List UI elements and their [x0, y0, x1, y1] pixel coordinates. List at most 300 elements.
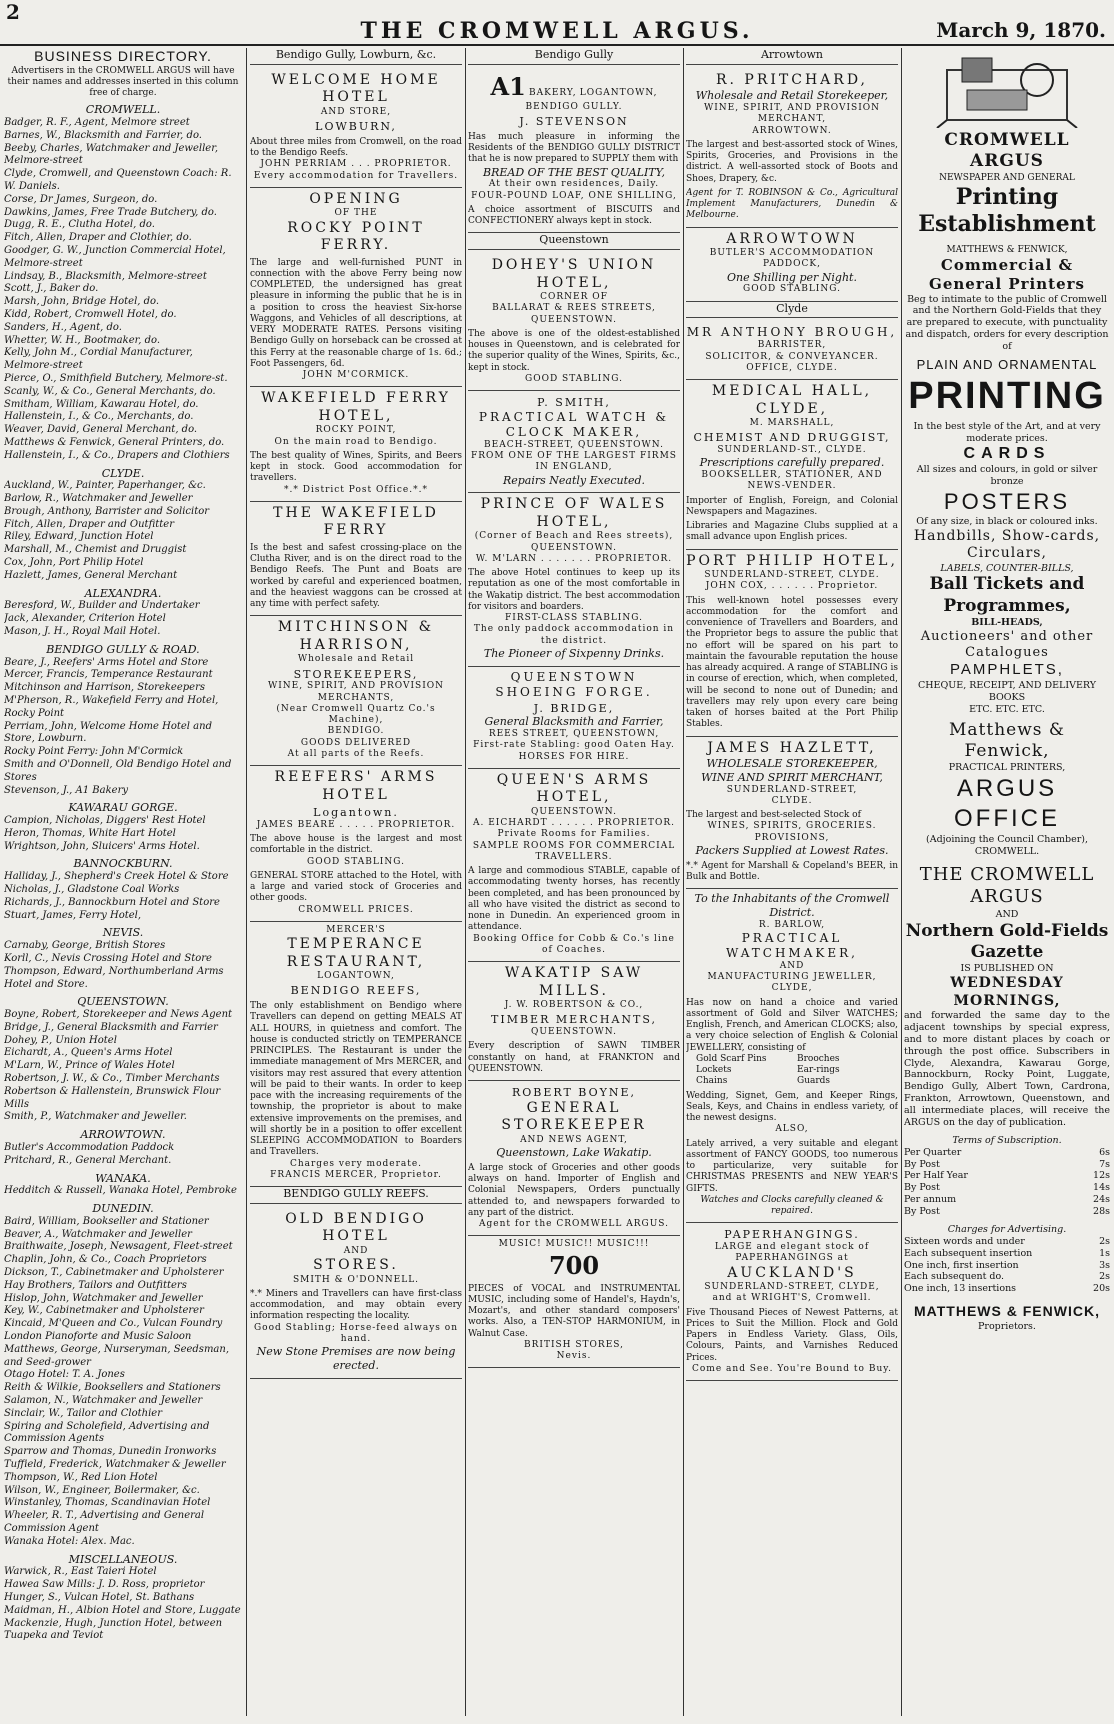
paper-title: THE CROMWELL ARGUS.: [360, 18, 754, 44]
ad-place: SUNDERLAND-STREET,: [726, 784, 858, 795]
directory-entry: Reith & Wilkie, Booksellers and Stationers: [4, 1382, 221, 1394]
ad-agent: *.* Agent for Marshall & Copeland's BEER, in Bulk and Bottle.: [686, 860, 898, 882]
directory-entry: Weaver, David, General Merchant, do.: [4, 424, 198, 436]
ad-goods: GOODS DELIVERED: [300, 737, 412, 748]
ad-prince-of-wales-hotel: [468, 493, 680, 666]
terms-row: [904, 1170, 1110, 1182]
published-on: IS PUBLISHED ON: [960, 963, 1054, 975]
directory-town-heading: ARROWTOWN.: [80, 1128, 166, 1142]
owners: MATTHEWS & FENWICK,: [946, 244, 1068, 255]
directory-entry: Tuffield, Frederick, Watchmaker & Jeweller: [4, 1459, 226, 1471]
ad-town: QUEENSTOWN.: [531, 806, 617, 817]
pamphlets: PAMPHLETS,: [950, 661, 1064, 679]
directory-entry: Mercer, Francis, Temperance Restaurant: [4, 669, 213, 681]
terms-row: [904, 1147, 1110, 1159]
ad-r-barlow: [686, 889, 898, 1223]
ad-place: (Near Cromwell Quartz Co.'s Machine),: [276, 703, 436, 725]
ad-reefers-arms-hotel: [250, 766, 462, 922]
ad-place: Queenstown, Lake Wakatip.: [496, 1146, 652, 1159]
ad-rocky-point-ferry: [250, 188, 462, 388]
directory-entry: Hazlett, James, General Merchant: [4, 569, 178, 581]
directory-entry: Robertson & Hallenstein, Brunswick Flour Mills: [4, 1085, 221, 1110]
terms-row: [904, 1194, 1110, 1206]
directory-entry: Barlow, R., Watchmaker and Jeweller: [4, 493, 193, 505]
ad-title: MR ANTHONY BROUGH,: [686, 325, 898, 340]
ad-subtitle: Wholesale and Retail: [297, 654, 415, 665]
directory-entry: Hunger, S., Vulcan Hotel, St. Bathans: [4, 1591, 195, 1603]
ad-name: M. MARSHALL,: [749, 418, 835, 428]
ad-title: JAMES HAZLETT,: [707, 739, 877, 756]
ad-body: Has much pleasure in informing the Residents of the BENDIGO GULLY DISTRICT that he is now prepared to SUPPLY them with: [468, 131, 680, 165]
directory-entry: Wheeler, R. T., Advertising and General Commission Agent: [4, 1510, 205, 1534]
ad-title: THE WAKEFIELD FERRY: [273, 504, 439, 539]
ad-name: ROBERT BOYNE,: [511, 1086, 637, 1099]
ad-loaf: FOUR-POUND LOAF, ONE SHILLING,: [471, 190, 677, 201]
ad-pritchard: [686, 69, 898, 228]
ad-stable: GOOD STABLING.: [525, 373, 623, 384]
ad-medical-hall: [686, 380, 898, 550]
ad-title: GENERAL STOREKEEPER: [501, 1099, 647, 1134]
directory-intro: Advertisers in the CROMWELL ARGUS will have their names and addresses inserted in this column free of charge.: [7, 65, 239, 98]
directory-entry: Matthews & Fenwick, General Printers, do.: [4, 436, 225, 448]
ad-rooms: Private Rooms for Families.: [497, 829, 651, 840]
ad-place: LOGANTOWN,: [317, 971, 395, 981]
ad-body: *.* Miners and Travellers can have first-class accommodation, and may obtain every information respecting the locality.: [250, 1288, 462, 1322]
directory-entry: Eichardt, A., Queen's Arms Hotel: [4, 1047, 173, 1059]
ad-title: OPENING: [309, 190, 403, 207]
directory-entry: Wrightson, John, Sluicers' Arms Hotel.: [4, 840, 200, 852]
ad-body: About three miles from Cromwell, on the road to the Bendigo Reefs.: [250, 136, 462, 158]
ad-title: TEMPERANCE RESTAURANT,: [286, 936, 426, 970]
column-rule: [683, 48, 684, 1716]
directory-entry: Thompson, W., Red Lion Hotel: [4, 1471, 158, 1483]
footer-owners: MATTHEWS & FENWICK,: [914, 1303, 1100, 1320]
directory-title: BUSINESS DIRECTORY.: [34, 48, 212, 64]
ad-town: ARROWTOWN.: [752, 125, 832, 136]
directory-entry: Lindsay, B., Blacksmith, Melmore-street: [4, 270, 207, 282]
ad-title: R. PRITCHARD,: [715, 71, 869, 88]
ad-title: WAKATIP SAW MILLS.: [504, 965, 644, 999]
ad-from: FROM ONE OF THE LARGEST FIRMS IN ENGLAND,: [471, 451, 677, 473]
ad-line: WINE AND SPIRIT MERCHANT,: [701, 770, 883, 784]
ad-title: PRINCE OF WALES HOTEL,: [480, 496, 668, 530]
charges-row-label: Each subsequent do.: [904, 1271, 1005, 1283]
directory-town-heading: DUNEDIN.: [92, 1202, 154, 1216]
ad-also: ALSO,: [775, 1124, 809, 1135]
ad-place: LOGANTOWN,: [579, 87, 658, 98]
ad-p-smith-watchmaker: [468, 391, 680, 493]
directory-entry: Rocky Point Ferry: John M'Cormick: [4, 746, 184, 758]
ad-trade: Wholesale and Retail Storekeeper,: [695, 89, 889, 103]
location-heading: Bendigo Gully, Lowburn, &c.: [250, 48, 462, 65]
directory-entry: Perriam, John, Welcome Home Hotel and Store, Lowburn.: [4, 720, 212, 745]
directory-entry: Bridge, J., General Blacksmith and Farrier: [4, 1021, 218, 1033]
ad-body: Importer of English, Foreign, and Colonial Newspapers and Magazines.: [686, 495, 898, 517]
ad-name: J. W. ROBERTSON & CO.,: [504, 1000, 644, 1010]
directory-entry: Scanly, W., & Co., General Merchants, do.: [4, 385, 216, 397]
ad-and: AND: [779, 960, 805, 971]
ad-footer: Watches and Clocks carefully cleaned & repaired.: [700, 1194, 884, 1216]
directory-town-heading: CROMWELL.: [85, 103, 161, 117]
argus-name: CROMWELL ARGUS: [944, 130, 1070, 172]
jewellery-item: Ear-rings: [797, 1065, 840, 1075]
directory-entry: Braithwaite, Joseph, Newsagent, Fleet-street: [4, 1241, 233, 1253]
cheque-books: CHEQUE, RECEIPT, AND DELIVERY BOOKS: [917, 680, 1097, 703]
printers-kind: Commercial & General Printers: [929, 256, 1085, 293]
directory-entry: Pierce, O., Smithfield Butchery, Melmore-st.: [4, 372, 228, 384]
directory-entry: Fitch, Allen, Draper and Clothier, do.: [4, 232, 192, 244]
ad-pioneer: The Pioneer of Sixpenny Drinks.: [483, 646, 665, 660]
posters-body: Of any size, in black or coloured inks.: [916, 515, 1098, 527]
ad-hire: HORSES FOR HIRE.: [518, 751, 630, 762]
ad-books: BOOKSELLER, STATIONER, AND NEWS-VENDER.: [701, 470, 883, 492]
directory-entry: Riley, Edward, Junction Hotel: [4, 531, 154, 543]
ad-title: MEDICAL HALL, CLYDE,: [711, 383, 873, 417]
cards-heading: CARDS: [963, 445, 1051, 463]
ad-wakatip-saw-mills: [468, 962, 680, 1081]
directory-town-heading: BENDIGO GULLY & ROAD.: [46, 642, 200, 656]
ad-title: OLD BENDIGO HOTEL: [285, 1210, 427, 1245]
ad-place: SUNDERLAND-STREET, CLYDE.: [704, 570, 880, 580]
directory-entry: Robertson, J. W., & Co., Timber Merchants: [4, 1073, 220, 1085]
directory-entry: Kelly, John M., Cordial Manufacturer, Melmore-street: [4, 347, 193, 372]
directory-entry: Kincaid, M'Queen and Co., Vulcan Foundry: [4, 1318, 223, 1330]
charges-row: [904, 1283, 1110, 1295]
directory-entry: Spiring and Scholefield, Advertising and Commission Agents: [4, 1420, 210, 1445]
directory-entry: Richards, J., Bannockburn Hotel and Store: [4, 896, 220, 908]
directory-entry: M'Pherson, R., Wakefield Ferry and Hotel, Rocky Point: [4, 694, 219, 719]
terms-heading: Terms of Subscription.: [952, 1134, 1062, 1146]
terms-row-value: 12s: [1093, 1170, 1110, 1182]
directory-entry: Mitchinson and Harrison, Storekeepers: [4, 682, 205, 694]
ad-name: J. STEVENSON: [519, 115, 629, 128]
directory-entry: Thompson, Edward, Northumberland Arms Hotel and Store.: [4, 965, 224, 990]
ad-place: LOWBURN,: [315, 120, 397, 133]
charges-row: [904, 1271, 1110, 1283]
ad-kind: TIMBER MERCHANTS,: [491, 1013, 657, 1027]
charges-row: [904, 1260, 1110, 1272]
ad-line: WINE, SPIRIT, AND PROVISION MERCHANTS,: [267, 681, 444, 703]
handbills: Handbills, Show-cards, Circulars,: [913, 527, 1101, 561]
ad-place: BENDIGO REEFS,: [290, 984, 422, 998]
ad-note: New Stone Premises are now being erected.: [256, 1345, 456, 1372]
ad-title: MUSIC! MUSIC!! MUSIC!!!: [498, 1239, 650, 1250]
ad-list: WINES, SPIRITS, GROCERIES. PROVISIONS,: [707, 821, 877, 843]
publication-day: WEDNESDAY MORNINGS,: [950, 975, 1064, 1009]
directory-entry: London Pianoforte and Music Saloon: [4, 1331, 192, 1343]
ad-town: BENDIGO.: [327, 726, 385, 737]
ad-body: Five Thousand Pieces of Newest Patterns, at Prices to Suit the Million. Flock and Gold Papers in Endless Variety. Glass, Oils, Colours, Paints, and Varnishes Reduced Prices.: [686, 1307, 898, 1363]
ad-mitchinson-harrison: [250, 616, 462, 766]
ad-proprietor: A. EICHARDT . . . . . . PROPRIETOR.: [473, 818, 675, 828]
directory-entry: Dawkins, James, Free Trade Butchery, do.: [4, 206, 217, 218]
matthews-fenwick: Matthews & Fenwick,: [948, 719, 1066, 761]
ad-town: QUEENSTOWN.: [531, 542, 617, 553]
ad-bread: BREAD OF THE BEST QUALITY,: [483, 165, 665, 179]
ad-subtitle: LARGE and elegant stock of PAPERHANGINGS at: [714, 1242, 870, 1264]
ad-title: DOHEY'S UNION HOTEL,: [491, 257, 657, 291]
ad-body: Libraries and Magazine Clubs supplied at a small advance upon English prices.: [686, 521, 898, 543]
directory-entry: Smith and O'Donnell, Old Bendigo Hotel and Stores: [4, 758, 232, 783]
ad-shop: AUCKLAND'S: [727, 1264, 857, 1281]
directory-entry: Cox, John, Port Philip Hotel: [4, 557, 144, 569]
ad-body: The largest and best-assorted stock of Wines, Spirits, Groceries, and Provisions in the district. A well-assorted stock of Boots and Shoes, Drapery, &c.: [686, 139, 898, 184]
ad-and: and at WRIGHT'S, Cromwell.: [712, 1293, 872, 1304]
ad-repairs: Repairs Neatly Executed.: [502, 473, 646, 487]
ad-body: This well-known hotel possesses every accommodation for the comfort and convenience of Travellers and Boarders, and the Proprietor begs to assure the public that no effort will be spared on his part to maintain the favourable reputation the house has already acquired. A range of STABLING is in course of erection, which, when completed, will be second to none out of Dunedin; and travellers may rely upon every care being taken of horses baited at the Port Philip Stables.: [686, 595, 898, 730]
terms-row: [904, 1159, 1110, 1171]
paper-name: THE CROMWELL ARGUS: [919, 863, 1095, 908]
column-rule: [246, 48, 247, 1716]
ad-subtitle: ROCKY POINT,: [315, 425, 397, 436]
directory-entry: Brough, Anthony, Barrister and Solicitor: [4, 505, 210, 517]
ad-arrowtown-paddock: [686, 228, 898, 302]
ad-body: Lately arrived, a very suitable and elegant assortment of FANCY GOODS, too numerous to particularize, very suitable for CHRISTMAS PRESENTS and NEW YEAR'S GIFTS.: [686, 1138, 898, 1194]
charges-row-value: 3s: [1099, 1259, 1110, 1271]
ad-place: Nevis.: [556, 1351, 592, 1361]
ad-footer: Come and See. You're Bound to Buy.: [692, 1363, 892, 1374]
terms-row-value: 24s: [1093, 1194, 1110, 1206]
ad-store: BRITISH STORES,: [524, 1339, 624, 1350]
directory-entry: Marsh, John, Bridge Hotel, do.: [4, 296, 160, 308]
ad-body: The above Hotel continues to keep up its reputation as one of the most comfortable in the Wakatip district. The best accommodation for visitors and boarders.: [468, 568, 680, 612]
ad-james-hazlett: [686, 737, 898, 890]
ad-body: The large and well-furnished PUNT in connection with the above Ferry being now COMPLETED, the undersigned has great pleasure in informing the public that he is in a position to cross the heaviest Six-horse Waggons, and Vehicles of all descriptions, at VERY MODERATE RATES. Persons visiting Bendigo Gully on horseback can be crossed at this Ferry at the reasonable charge of 1s. 6d.; Foot Passengers, 6d.: [250, 257, 462, 369]
printing-style: In the best style of the Art, and at very moderate prices.: [913, 420, 1101, 444]
ad-proprietor: JAMES BEARE . . . . . PROPRIETOR.: [256, 819, 456, 830]
ad-stable: GOOD STABLING.: [743, 284, 841, 295]
directory-entry: Nicholas, J., Gladstone Coal Works: [4, 883, 180, 895]
ad-rx: Prescriptions carefully prepared.: [699, 456, 885, 470]
ad-footer: Every accommodation for Travellers.: [253, 170, 459, 181]
ad-body: PIECES of VOCAL and INSTRUMENTAL MUSIC, including some of Handel's, Haydn's, Mozart's, and other standard composers' works. Also, a TEN-STOP HARMONIUM, in Walnut Case.: [468, 1283, 680, 1339]
ad-footer: *.* District Post Office.*.*: [284, 484, 428, 495]
charges-row-label: Each subsequent insertion: [904, 1247, 1033, 1259]
directory-entry: Mackenzie, Hugh, Junction Hotel, between Tuapeka and Teviot: [4, 1617, 223, 1642]
column-2: [250, 48, 462, 1716]
ad-owners: SMITH & O'DONNELL.: [292, 1274, 420, 1285]
ad-subtitle: AND NEWS AGENT,: [520, 1134, 628, 1145]
terms-row-label: By Post: [904, 1182, 940, 1194]
masthead: [0, 0, 1114, 46]
location-heading: Clyde: [686, 302, 898, 319]
ad-proprietor: JOHN PERRIAM . . . PROPRIETOR.: [260, 159, 452, 170]
ad-welcome-home-hotel: [250, 69, 462, 188]
directory-entry: Boyne, Robert, Storekeeper and News Agent: [4, 1009, 233, 1021]
ad-place: BEACH-STREET, QUEENSTOWN.: [484, 439, 664, 450]
directory-town-heading: QUEENSTOWN.: [77, 995, 169, 1009]
charges-heading: Charges for Advertising.: [947, 1223, 1067, 1235]
ad-agent: Agent for the CROMWELL ARGUS.: [478, 1219, 670, 1229]
directory-entry: Heron, Thomas, White Hart Hotel: [4, 827, 176, 839]
directory-entry: Key, W., Cabinetmaker and Upholsterer: [4, 1305, 204, 1317]
ad-body: The above house is the largest and most comfortable in the district.: [250, 834, 462, 856]
ad-trade: MANUFACTURING JEWELLER,: [707, 972, 877, 982]
ad-a1-bakery: [468, 69, 680, 234]
ad-charges: Charges very moderate.: [289, 1158, 423, 1169]
directory-entry: Matthews, George, Nurseryman, Seedsman, and Seed-grower: [4, 1343, 230, 1368]
charges-row: [904, 1248, 1110, 1260]
ad-town: QUEENSTOWN.: [531, 314, 617, 325]
practical-printers: PRACTICAL PRINTERS,: [948, 762, 1066, 774]
terms-row-value: 7s: [1099, 1158, 1110, 1170]
directory-entry: Wanaka Hotel: Alex. Mac.: [4, 1535, 135, 1547]
ad-temperance-restaurant: [250, 922, 462, 1187]
ad-footer: CROMWELL PRICES.: [298, 904, 414, 915]
ad-proprietor: W. M'LARN . . . . . . . PROPRIETOR.: [475, 553, 673, 564]
directory-entry: Carnaby, George, British Stores: [4, 940, 166, 952]
printing-press-illustration: [927, 50, 1087, 128]
ad-streets: BALLARAT & REES STREETS,: [492, 303, 656, 314]
ad-body: The only establishment on Bendigo where Travellers can depend on getting MEALS AT ALL HOURS, in quietness and comfort. The house is conducted strictly on TEMPERANCE PRINCIPLES. The Restaurant is under the immediate management of Mrs MERCER, and visitors may rest assured that every attention will be paid to their wants. In order to keep pace with the increasing requirements of the township, the proprietor is about to make extensive improvements on the premises, and will shortly be in a position to offer excellent SLEEPING ACCOMMODATION to Boarders and Travellers.: [250, 1001, 462, 1158]
directory-entry: Kidd, Robert, Cromwell Hotel, do.: [4, 308, 177, 320]
ad-stable: GOOD STABLING.: [307, 856, 405, 867]
ad-queens-arms-hotel: [468, 769, 680, 962]
location-heading: Arrowtown: [686, 48, 898, 65]
ad-office: OFFICE, CLYDE.: [746, 362, 838, 373]
directory-entry: Winstanley, Thomas, Scandinavian Hotel: [4, 1497, 211, 1509]
ad-proprietor: JOHN COX, . . . . . . Proprietor.: [705, 581, 879, 592]
ad-subtitle: On the main road to Bendigo.: [274, 436, 438, 447]
ad-footer: Good Stabling; Horse-feed always on hand.: [253, 1322, 459, 1344]
directory-entry: Hedditch & Russell, Wanaka Hotel, Pembroke: [4, 1185, 237, 1197]
directory-entry: Maidman, H., Albion Hotel and Store, Luggate: [4, 1604, 241, 1616]
directory-town-heading: NEVIS.: [102, 926, 144, 940]
ad-agent: Agent for T. ROBINSON & Co., Agricultural Implement Manufacturers, Dunedin & Melbourne.: [686, 187, 898, 221]
terms-row-label: Per Half Year: [904, 1170, 968, 1182]
directory-entry: Corse, Dr James, Surgeon, do.: [4, 193, 158, 205]
ad-word: BAKERY,: [529, 87, 577, 98]
ad-title: ARROWTOWN: [726, 230, 858, 247]
directory-entry: Smitham, William, Kawarau Hotel, do.: [4, 398, 199, 410]
directory-entry: Campion, Nicholas, Diggers' Rest Hotel: [4, 815, 206, 827]
ad-name: J. BRIDGE,: [533, 701, 615, 715]
ad-role: SOLICITOR, & CONVEYANCER.: [705, 351, 879, 362]
ad-trade: CHEMIST AND DRUGGIST,: [693, 431, 891, 445]
terms-row: [904, 1182, 1110, 1194]
terms-row-value: 6s: [1099, 1146, 1110, 1158]
ad-title: PAPERHANGINGS.: [724, 1228, 860, 1242]
directory-entry: Hallenstein, I., & Co., Drapers and Clothiers: [4, 449, 230, 461]
column-rule: [465, 48, 466, 1716]
directory-town-heading: BANNOCKBURN.: [73, 857, 173, 871]
directory-entry: Stuart, James, Ferry Hotel,: [4, 909, 142, 921]
posters-heading: POSTERS: [943, 489, 1071, 515]
ad-title: PRACTICAL WATCHMAKER,: [726, 930, 858, 960]
ad-stable: FIRST-CLASS STABLING.: [505, 613, 643, 623]
directory-entry: Goodger, G. W., Junction Commercial Hotel, Melmore-street: [4, 244, 226, 269]
printers-body: Beg to intimate to the public of Cromwell and the Northern Gold-Fields that they are prepared to execute, with punctuality and dispatch, orders for every description of: [905, 293, 1109, 352]
ad-price: One Shilling per Night.: [727, 270, 857, 284]
printing-heading: PRINTING: [908, 375, 1106, 418]
ad-daily: At their own residences, Daily.: [488, 179, 660, 190]
ad-body: The best quality of Wines, Spirits, and Beers kept in stock. Good accommodation for travellers.: [250, 450, 462, 484]
directory-entry: Badger, R. F., Agent, Melmore street: [4, 117, 190, 128]
ad-signature: FRANCIS MERCER, Proprietor.: [270, 1169, 442, 1180]
ad-packers: Packers Supplied at Lowest Rates.: [695, 843, 889, 857]
ad-a1: A1: [490, 71, 526, 101]
ad-goods: At all parts of the Reefs.: [287, 748, 425, 759]
ad-place: SUNDERLAND-STREET, CLYDE,: [704, 1282, 880, 1292]
directory-entry: Stevenson, J., A1 Bakery: [4, 784, 128, 796]
ad-title: ROCKY POINT FERRY.: [287, 219, 425, 253]
terms-row: [904, 1206, 1110, 1218]
ad-robert-boyne: [468, 1081, 680, 1236]
ad-title: REEFERS' ARMS HOTEL: [274, 769, 438, 803]
ad-title: MITCHINSON & HARRISON,: [277, 619, 435, 653]
directory-entry: Hay Brothers, Tailors and Outfitters: [4, 1279, 187, 1291]
ad-town: CLYDE.: [771, 795, 813, 806]
directory-entry: Beaver, A., Watchmaker and Jeweller: [4, 1228, 192, 1240]
printing-establishment: Printing Establishment: [918, 183, 1096, 238]
charges-row-label: Sixteen words and under: [904, 1235, 1025, 1247]
directory-entry: Scott, J., Baker do.: [4, 283, 99, 295]
ad-body: GENERAL STORE attached to the Hotel, with a large and varied stock of Groceries and other goods.: [250, 870, 462, 904]
charges-row-value: 1s: [1099, 1247, 1110, 1259]
jewellery-item: Gold Scarf Pins: [696, 1053, 767, 1064]
column-3: [468, 48, 680, 1716]
ad-signature: JOHN M'CORMICK.: [302, 370, 410, 380]
ad-trade: General Blacksmith and Farrier,: [484, 715, 664, 729]
subscription-terms: [904, 1147, 1110, 1218]
directory-entry: Wilson, W., Engineer, Boilermaker, &c.: [4, 1484, 200, 1496]
jewellery-list: [686, 1054, 898, 1088]
directory-town-heading: ALEXANDRA.: [84, 586, 162, 600]
ad-body: A large stock of Groceries and other goods always on hand. Importer of English and Colonial Newspapers, Orders punctually attended to, and newspapers forwarded to any part of the district.: [468, 1162, 680, 1218]
directory-entry: Baird, William, Bookseller and Stationer: [4, 1215, 209, 1227]
terms-row-label: By Post: [904, 1158, 940, 1170]
issue-date: March 9, 1870.: [936, 18, 1106, 42]
ad-sample: SAMPLE ROOMS FOR COMMERCIAL TRAVELLERS.: [472, 840, 676, 862]
ad-body: Wedding, Signet, Gem, and Keeper Rings, Seals, Keys, and Chains in endless variety, of the newest designs.: [686, 1090, 898, 1123]
ad-title: STORES.: [313, 1257, 399, 1273]
directory-entry: Barnes, W., Blacksmith and Farrier, do.: [4, 129, 202, 141]
ad-role: BARRISTER,: [757, 340, 827, 351]
ad-stable: First-rate Stabling: good Oaten Hay.: [473, 740, 675, 751]
ad-number: 700: [548, 1250, 600, 1280]
terms-row-value: 28s: [1093, 1206, 1110, 1217]
office-address: (Adjoining the Council Chamber),: [926, 834, 1088, 845]
directory-entry: Chaplin, John, & Co., Coach Proprietors: [4, 1254, 207, 1266]
directory-town-heading: WANAKA.: [95, 1171, 151, 1185]
ad-place: Logantown.: [313, 806, 399, 819]
ad-doheys-union-hotel: [468, 254, 680, 391]
directory-entry: Beare, J., Reefers' Arms Hotel and Store: [4, 656, 209, 668]
directory-entry: Pritchard, R., General Merchant.: [4, 1154, 172, 1166]
location-heading: Bendigo Gully: [468, 48, 680, 65]
directory-entry: Jack, Alexander, Criterion Hotel: [4, 613, 166, 625]
business-directory: [4, 48, 242, 1716]
terms-row-label: By Post: [904, 1206, 940, 1217]
ad-body: Is the best and safest crossing-place on the Clutha River, and is on the direct road to the Bendigo Reefs. The Punt and Boats are worked by careful and experienced boatmen, and the heaviest waggons can be crossed at any time with perfect safety.: [250, 542, 462, 609]
ad-subtitle: AND STORE,: [320, 106, 392, 117]
ad-title: PORT PHILIP HOTEL,: [686, 552, 898, 569]
directory-entry: M'Larn, W., Prince of Wales Hotel: [4, 1060, 175, 1072]
etc: ETC. ETC. ETC.: [969, 703, 1045, 715]
ad-town: CLYDE,: [771, 983, 813, 994]
ad-title: QUEENSTOWN SHOEING FORGE.: [495, 669, 653, 699]
labels: LABELS, COUNTER-BILLS,: [940, 562, 1074, 574]
argus-office: ARGUS OFFICE: [954, 775, 1060, 832]
jewellery-item: Chains: [696, 1076, 728, 1087]
charges-row-label: One inch, 13 insertions: [904, 1283, 1017, 1295]
ad-wakefield-ferry-hotel: [250, 387, 462, 502]
ad-title: QUEEN'S ARMS HOTEL,: [496, 771, 652, 806]
directory-entry: Smith, P., Watchmaker and Jeweller.: [4, 1111, 187, 1123]
charges-row-value: 20s: [1093, 1283, 1110, 1295]
ad-body: Has now on hand a choice and varied assortment of Gold and Silver WATCHES; English, French, and American CLOCKS; also, a very choice selection of English & Colonial JEWELLERY, consisting of: [686, 997, 898, 1053]
ad-booking: Booking Office for Cobb & Co.'s line of Coaches.: [473, 933, 675, 955]
